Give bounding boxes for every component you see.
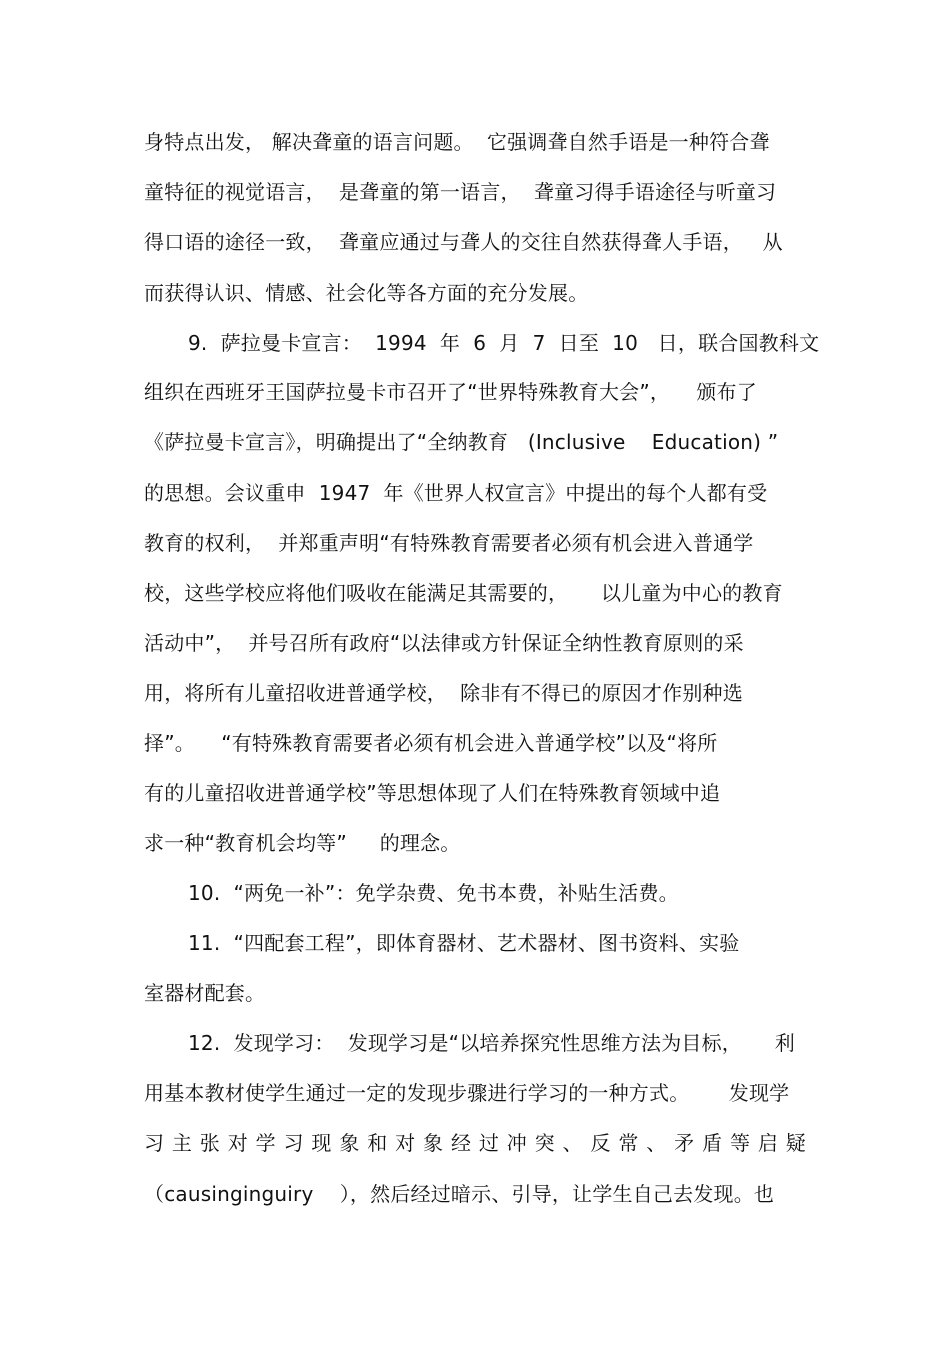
text-line: 校，这些学校应将他们吸收在能满足其需要的， 以儿童为中心的教育: [144, 581, 783, 605]
text-line: 《萨拉曼卡宣言》，明确提出了“全纳教育 (Inclusive Education) ”: [144, 430, 779, 454]
text-line: 活动中”， 并号召所有政府“以法律或方针保证全纳性教育原则的采: [144, 631, 744, 655]
text-line: 教育的权利， 并郑重声明“有特殊教育需要者必须有机会进入普通学: [144, 531, 754, 555]
text-line: 组织在西班牙王国萨拉曼卡市召开了“世界特殊教育大会”， 颁布了: [144, 380, 757, 404]
text-line: 而获得认识、情感、社会化等各方面的充分发展。: [144, 281, 589, 305]
text-line: 用基本教材使学生通过一定的发现步骤进行学习的一种方式。 发现学: [144, 1081, 790, 1105]
text-line: 12. 发现学习： 发现学习是“以培养探究性思维方法为目标， 利: [188, 1031, 795, 1055]
text-line: 用，将所有儿童招收进普通学校， 除非有不得已的原因才作别种选: [144, 681, 743, 705]
text-line: 的思想。会议重申 1947 年《世界人权宣言》中提出的每个人都有受: [144, 481, 768, 505]
text-line: 9. 萨拉曼卡宣言： 1994 年 6 月 7 日至 10 日，联合国教科文: [188, 331, 820, 355]
text-line: （causinginguiry ），然后经过暗示、引导，让学生自己去发现。也: [144, 1182, 775, 1206]
text-line: 童特征的视觉语言， 是聋童的第一语言， 聋童习得手语途径与听童习: [144, 180, 777, 204]
text-line: 习主张对学习现象和对象经过冲突、反常、矛盾等启疑: [144, 1131, 806, 1155]
text-line: 求一种“教育机会均等” 的理念。: [144, 831, 461, 855]
text-line: 有的儿童招收进普通学校”等思想体现了人们在特殊教育领域中追: [144, 781, 721, 805]
text-line: 10. “两免一补”：免学杂费、免书本费，补贴生活费。: [188, 881, 679, 905]
text-line: 室器材配套。: [144, 981, 266, 1005]
text-line: 得口语的途径一致， 聋童应通过与聋人的交往自然获得聋人手语， 从: [144, 230, 783, 254]
text-line: 身特点出发， 解决聋童的语言问题。 它强调聋自然手语是一种符合聋: [144, 130, 770, 154]
text-line: 择”。 “有特殊教育需要者必须有机会进入普通学校”以及“将所: [144, 731, 718, 755]
text-line: 11. “四配套工程”，即体育器材、艺术器材、图书资料、实验: [188, 931, 740, 955]
